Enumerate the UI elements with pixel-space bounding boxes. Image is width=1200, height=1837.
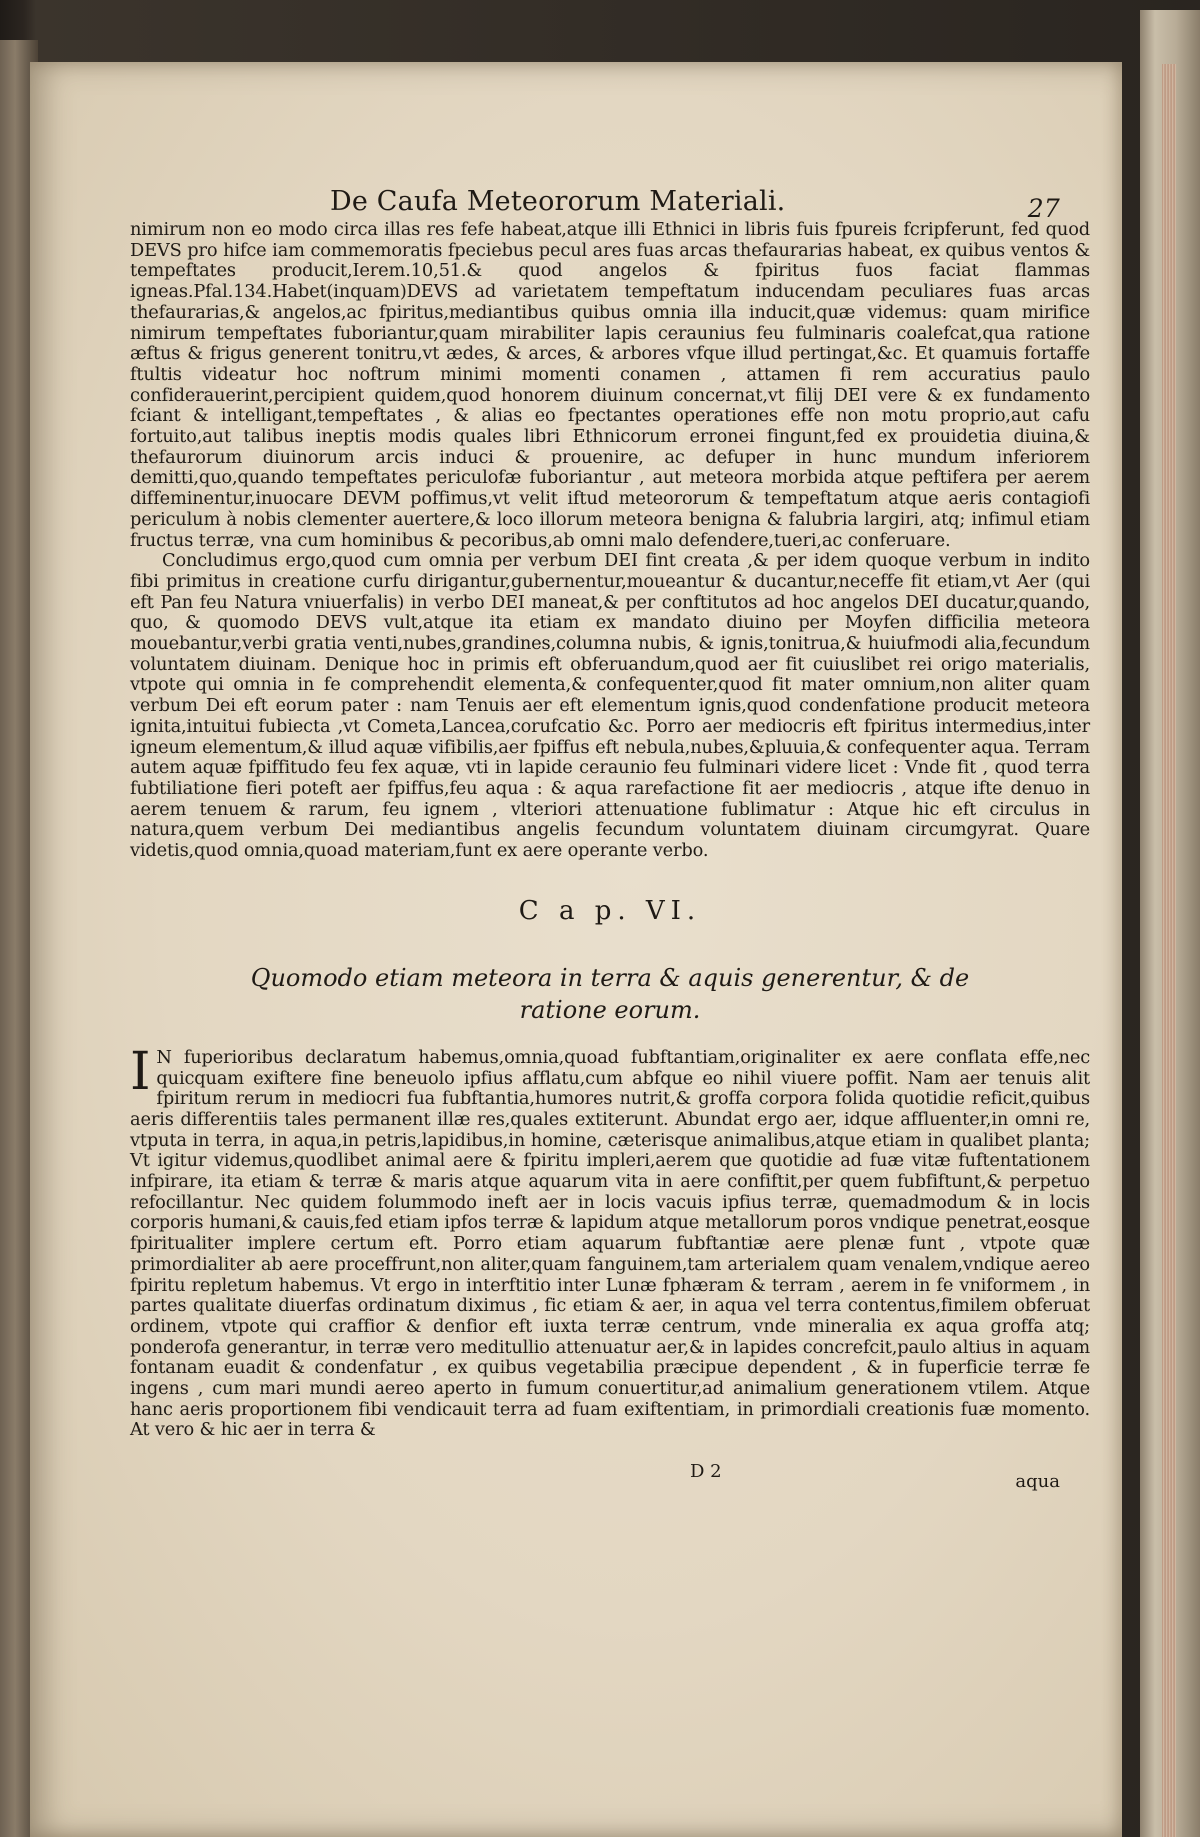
signature-mark: D 2 [690, 1461, 722, 1483]
drop-cap: I [130, 1041, 151, 1102]
paragraph-main-text: N fuperioribus declaratum habemus,omnia,quoad fubftantiam,originaliter ex aere conflata effe,nec quicquam exiftere fine beneuolo ipfius afflatu,cum abfque eo nihil viuere poffit. Nam aer tenuis alit fpiritum rerum in mediocri fua fubftantia,humores nutrit,& groffa corpora folida quotidie reficit,quibus aeris differentiis tales permanent illæ res,quales extiterunt. Abundat ergo aer, idque affluenter,in omni re, vtputa in terra, in aqua,in petris,lapidibus,in homine, cæterisque animalibus,atque etiam in qualibet planta; Vt igitur videmus,quodlibet animal aere & fpiritu impleri,aerem que quotidie ad fuæ vitæ fuftentationem infpirare, ita etiam & terræ & maris atque aquarum vita in aere confiftit,per quem fubfiftunt,& perpetuo refocillantur. Nec quidem folummodo ineft aer in locis vacuis ipfius terræ, quemadmodum & in locis corporis humani,& cauis,fed etiam ipfos terræ & lapidum atque metallorum poros vndique penetrat,eosque fpiritualiter implere certum eft. Porro etiam aquarum fubftantiæ aere plenæ funt , vtpote quæ primordialiter ab aere proceffrunt,non aliter,quam fanguinem,tam arterialem quam venalem,vndique aereo fpiritu repletum habemus. Vt ergo in interftitio inter Lunæ fphæram & terram , aerem in fe vniformem , in partes qualitate diuerfas ordinatum diximus , fic etiam & aer, in aqua vel terra contentus,fimilem obferuat ordinem, vtpote qui craffior & denfior eft iuxta terræ centrum, vnde mineralia ex aqua groffa atq; ponderofa generantur, in terræ vero meditullio attenuatur aer,& in lapides concrefcit,paulo altius in aquam fontanam euadit & condenfatur , ex quibus vegetabilia præcipue dependent , & in fuperficie terræ fe ingens , cum mari mundi aereo aperto in fumum conuertitur,ad animalium generationem vtilem. Atque hanc aeris proportionem fibi vendicauit terra ad fuam exiftentiam, in primordiali creationis fuæ momento. At vero & hic aer in terra & [130, 1046, 1090, 1441]
book-page [30, 62, 1122, 1837]
page-content [130, 180, 1090, 1493]
page-footer [130, 1453, 1090, 1493]
chapter-heading: C a p. VI. [518, 895, 702, 926]
paragraph-2: Concludimus ergo,quod cum omnia per verbum DEI fint creata ,& per idem quoque verbum in indito fibi primitus in creatione curfu dirigantur,gubernentur,moueantur & ducantur,neceffe fit etiam,vt Aer (qui eft Pan feu Natura vniuerfalis) in verbo DEI maneat,& per conftitutos ad hoc angelos DEI ducatur,quando, quo, & quomodo DEVS vult,atque ita etiam ex mandato diuino per Moyfen difficilia meteora mouebantur,verbi gratia venti,nubes,grandines,columna nubis, & ignis,tonitrua,& huiufmodi alia,fecundum voluntatem diuinam. Denique hoc in primis eft obferuandum,quod aer fit cuiuslibet rei origo materialis, vtpote qui omnia in fe comprehendit elementa,& confequenter,quod fit mater omnium,non aliter quam verbum Dei eft eorum pater : nam Tenuis aer eft elementum ignis,quod condenfatione producit meteora ignita,intuitui fubiecta ,vt Cometa,Lancea,corufcatio &c. Porro aer mediocris eft fpiritus intermedius,inter igneum elementum,& illud aquæ vifibilis,aer fpiffus eft nebula,nubes,&pluuia,& confequenter aqua. Terram autem aquæ fpiffitudo feu fex aquæ, vti in lapide ceraunio feu fulminari videre licet : Vnde fit , quod terra fubtiliatione fieri poteft aer fpiffus,feu aqua : & aqua rarefactione fit aer mediocris , atque ifte denuo in aerem tenuem & rarum, feu ignem , vlteriori attenuatione fublimatur : Atque hic eft circulus in natura,quem verbum Dei mediantibus angelis fecundum voluntatem diuinam circumgyrat. Quare videtis,quod omnia,quoad materiam,funt ex aere operante verbo. [130, 550, 1090, 862]
paragraph-main [130, 1041, 1090, 1441]
paragraph-1: nimirum non eo modo circa illas res fefe habeat,atque illi Ethnici in libris fuis fpureis fcripferunt, fed quod DEVS pro hifce iam commemoratis fpeciebus pecul ares fuas arcas thefaurarias habeat, ex quibus ventos & tempeftates producit,Ierem.10,51.& quod angelos & fpiritus fuos faciat flammas igneas.Pfal.134.Habet(inquam)DEVS ad varietatem tempeftatum inducendam peculiares fuas arcas thefaurarias,& angelos,ac fpiritus,mediantibus quibus omnia illa inducit,quæ videmus: quam mirifice nimirum tempeftates fuboriantur,quam mirabiliter lapis ceraunius feu fulminaris coalefcat,qua ratione æftus & frigus generent tonitru,vt ædes, & arces, & arbores vfque illud pertingat,&c. Et quamuis fortaffe ftultis videatur hoc noftrum minimi momenti conamen , attamen fi rem accuratius paulo confiderauerint,percipient quidem,quod honorem diuinum concernat,vt filij DEI vere & ex fundamento fciant & intelligant,tempeftates , & alias eo fpectantes operationes effe non motu proprio,aut cafu fortuito,aut talibus ineptis modis quales libri Ethnicorum erronei fingunt,fed ex prouidetia diuina,& thefaurorum diuinorum arcis induci & prouenire, ac defuper in hunc mundum inferiorem demitti,quo,quando tempeftates periculofæ fuboriantur , aut meteora morbida atque peftifera per aerem diffeminentur,inuocare DEVM poffimus,vt velit iftud meteororum & tempeftatum atque aeris contagiofi periculum à nobis clementer auertere,& loco illorum meteora benigna & falubria largiri, atq; infimul etiam fructus terræ, vna cum hominibus & pecoribus,ab omni malo defendere,tueri,ac conferuare. [130, 219, 1090, 551]
running-head [130, 180, 1090, 223]
page-number: 27 [1027, 194, 1060, 223]
chapter-subtitle: Quomodo etiam meteora in terra & aquis generentur, & de ratione eorum. [250, 963, 970, 1024]
catchword: aqua [1015, 1471, 1060, 1493]
running-title: De Caufa Meteororum Materiali. [330, 186, 786, 217]
page-stack-edges [1162, 64, 1176, 1837]
